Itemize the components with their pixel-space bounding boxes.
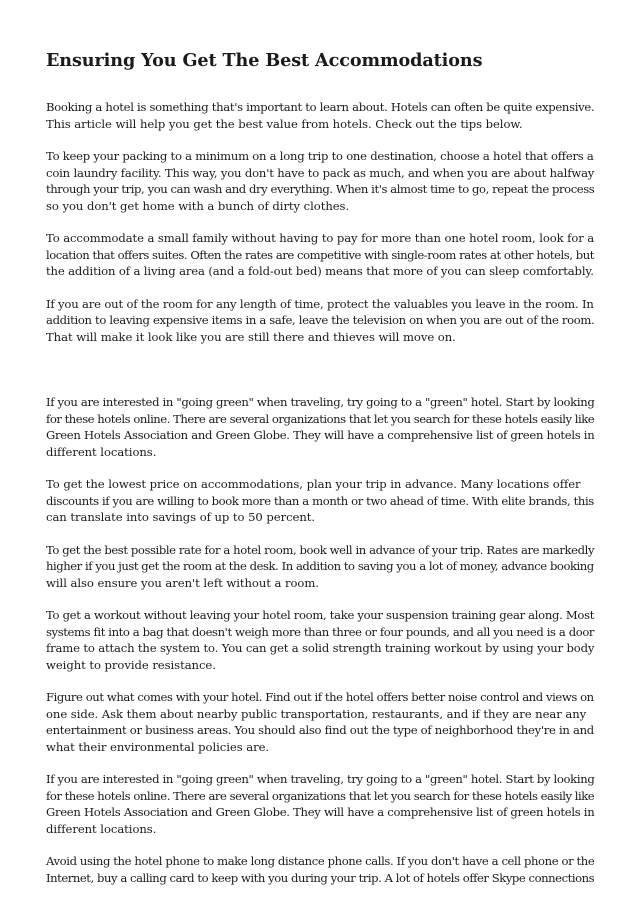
paragraph-line: one side. Ask them about nearby public transportation, restaurants, and if they are near any [46,706,587,721]
paragraph-line: for these hotels online. There are several organizations that let you search for these hotels easily like [46,788,595,803]
paragraph-line: If you are interested in "going green" when traveling, try going to a "green" hotel. Start by looking [46,395,595,409]
paragraph-line: Avoid using the hotel phone to make long distance phone calls. If you don't have a cell phone or the [46,854,595,868]
paragraph-line: If you are interested in "going green" when traveling, try going to a "green" hotel. Start by looking [46,772,595,786]
paragraph-line: That will make it look like you are still there and thieves will move on. [46,329,456,344]
paragraph-line: weight to provide resistance. [46,657,216,672]
paragraph-line: for these hotels online. There are several organizations that let you search for these hotels easily like [46,411,595,426]
paragraph-line: Internet, buy a calling card to keep with you during your trip. A lot of hotels offer Skype connections [46,870,595,885]
paragraph-line: addition to leaving expensive items in a safe, leave the television on when you are out of the room. [46,313,595,327]
paragraph-line: location that offers suites. Often the rates are competitive with single-room rates at other hotels, but [46,247,594,262]
paragraph [46,394,594,460]
paragraph [46,853,594,886]
paragraph-line: Figure out what comes with your hotel. Find out if the hotel offers better noise control and views on [46,690,594,704]
paragraph-line: If you are out of the room for any length of time, protect the valuables you leave in the room. In [46,296,594,311]
paragraph-line: To get a workout without leaving your hotel room, take your suspension training gear along. Most [46,608,595,622]
paragraph-line: Green Hotels Association and Green Globe. They will have a comprehensive list of green hotels in [46,805,595,819]
paragraph-line: systems fit into a bag that doesn't weigh more than three or four pounds, and all you need is a door [46,624,595,639]
paragraph-line: To keep your packing to a minimum on a long trip to one destination, choose a hotel that offers a [46,149,594,163]
paragraph-line: what their environmental policies are. [46,739,270,754]
paragraph-line: higher if you just get the room at the desk. In addition to saving you a lot of money, advance booking [46,559,594,573]
paragraph-line: To get the lowest price on accommodations, plan your trip in advance. Many locations offer [46,477,581,491]
paragraph-line: the addition of a living area (and a fold-out bed) means that more of you can sleep comfortably. [46,264,594,278]
paragraph-line: through your trip, you can wash and dry everything. When it's almost time to go, repeat the process [46,182,595,196]
paragraph-line: To get the best possible rate for a hotel room, book well in advance of your trip. Rates are markedly [46,542,595,557]
paragraph [46,296,594,346]
document-body [46,99,594,886]
paragraph [46,771,594,837]
paragraph [46,542,594,592]
paragraph [46,230,594,280]
paragraph-line: Green Hotels Association and Green Globe. They will have a comprehensive list of green hotels in [46,428,595,442]
paragraph [46,476,594,526]
paragraph [46,99,594,132]
document-title: Ensuring You Get The Best Accommodations [46,50,483,71]
paragraph-line: different locations. [46,821,157,836]
paragraph-line: will also ensure you aren't left without a room. [46,575,319,590]
paragraph-line: Booking a hotel is something that's important to learn about. Hotels can often be quite expensive. [46,100,595,114]
paragraph-line: coin laundry facility. This way, you don't have to pack as much, and when you are about halfway [46,165,595,180]
paragraph [46,689,594,755]
paragraph [46,148,594,214]
paragraph-line: entertainment or business areas. You should also find out the type of neighborhood they're in and [46,723,594,737]
paragraph-line: To accommodate a small family without having to pay for more than one hotel room, look for a [46,231,595,245]
paragraph-line: This article will help you get the best value from hotels. Check out the tips below. [46,116,523,131]
paragraph-line: discounts if you are willing to book more than a month or two ahead of time. With elite brands, this [46,493,594,508]
paragraph-line: can translate into savings of up to 50 percent. [46,510,315,524]
paragraph-line: so you don't get home with a bunch of dirty clothes. [46,198,350,213]
paragraph [46,607,594,673]
paragraph-line: frame to attach the system to. You can get a solid strength training workout by using your body [46,641,595,655]
paragraph-line: different locations. [46,444,157,459]
